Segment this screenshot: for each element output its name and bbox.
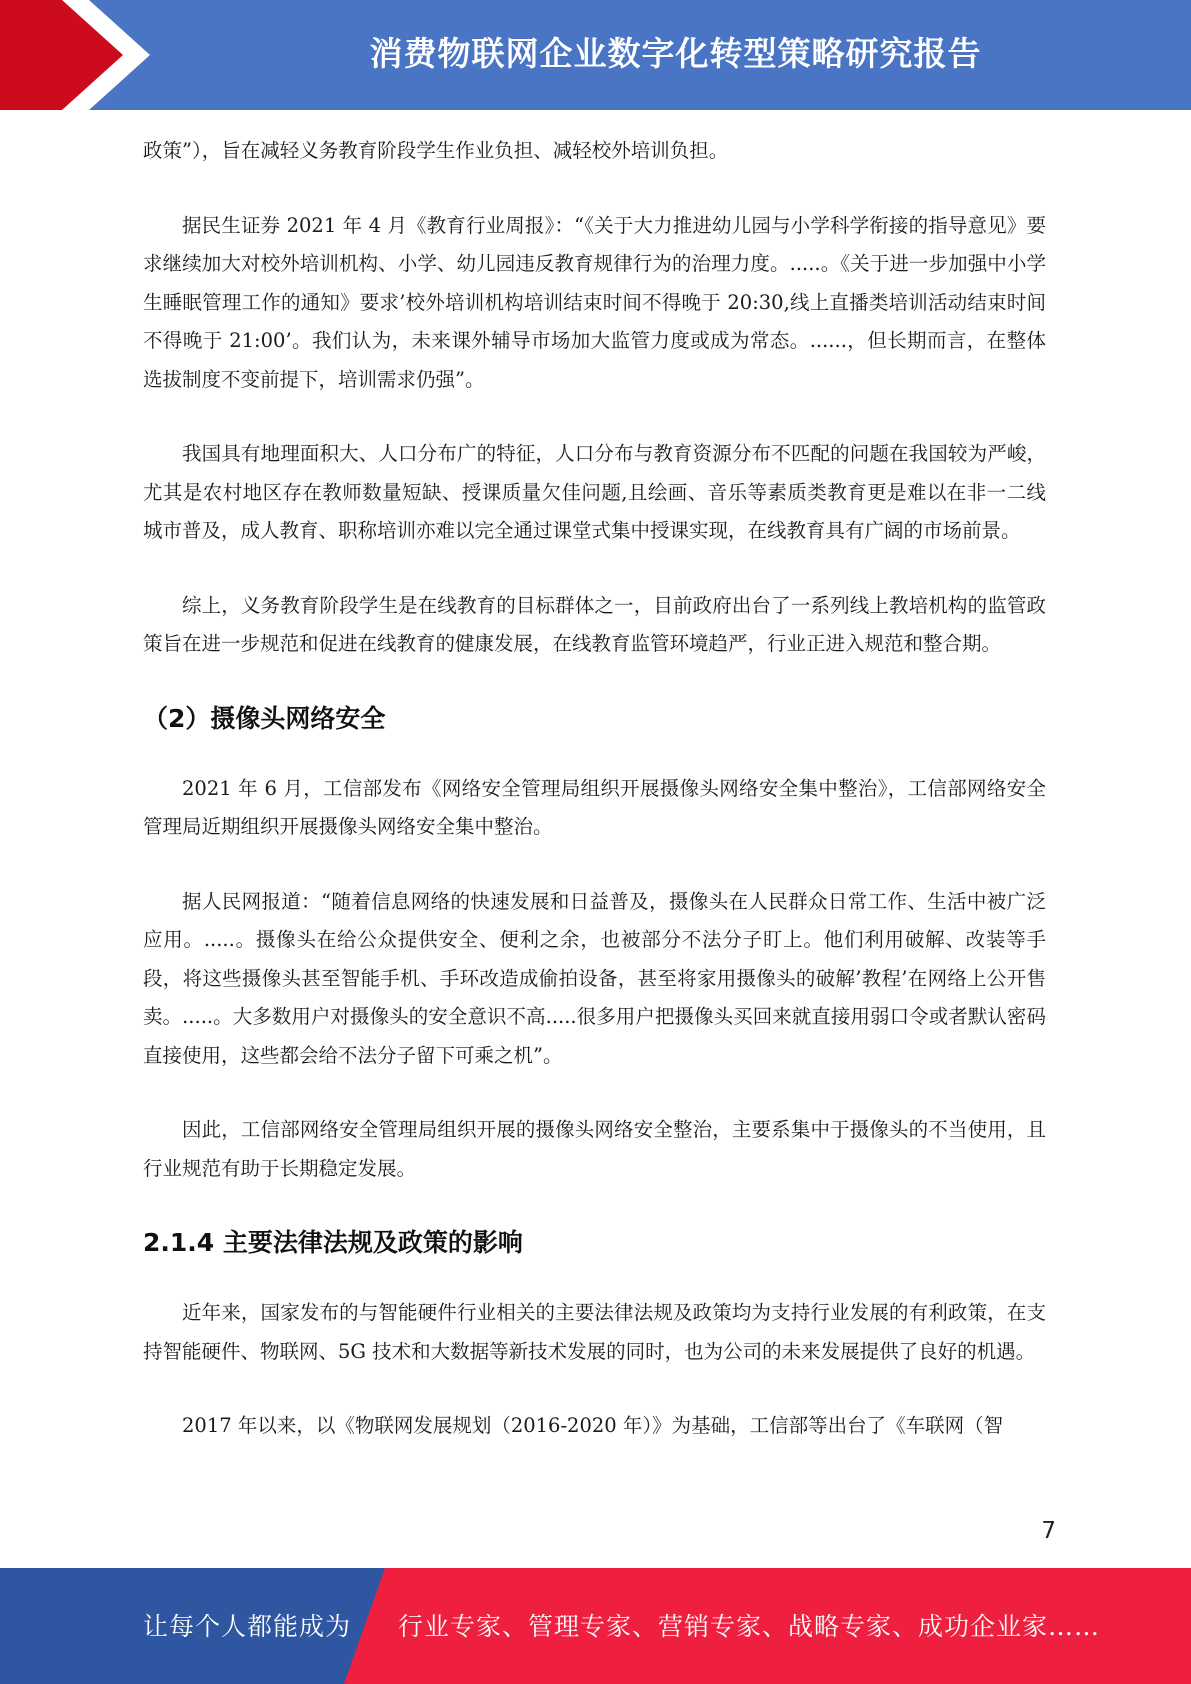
page-header [0,0,1191,110]
page-footer [0,1568,1191,1684]
section-heading-camera-security: （2）摄像头网络安全 [143,703,386,733]
paragraph-laws-overview: 近年来，国家发布的与智能硬件行业相关的主要法律法规及政策均为支持行业发展的有利政策，在支持智能硬件、物联网、5G 技术和大数据等新技术发展的同时，也为公司的未来发展提供了良好的机遇。 [143,1301,1046,1363]
header-chevron-graphic [0,0,160,110]
paragraph-peoples-daily: 据人民网报道：“随着信息网络的快速发展和日益普及，摄像头在人民群众日常工作、生活中被广泛应用。.....。摄像头在给公众提供安全、便利之余，也被部分不法分子盯上。他们利用破解、改装等手段，将这些摄像头甚至智能手机、手环改造成偷拍设备，甚至将家用摄像头的破解’教程’在网络上公开售卖。.....。大多数用户对摄像头的安全意识不高.....很多用户把摄像头买回来就直接用弱口令或者默认密码直接使用，这些都会给不法分子留下可乘之机”。 [143,889,1046,1067]
page-number: 7 [1041,1518,1056,1544]
report-title: 消费物联网企业数字化转型策略研究报告 [369,34,982,73]
paragraph-minsheng-report: 据民生证券 2021 年 4 月《教育行业周报》：“《关于大力推进幼儿园与小学科学衔接的指导意见》要求继续加大对校外培训机构、小学、幼儿园违反教育规律行为的治理力度。.....。《关于进一步加强中小学生睡眠管理工作的通知》要求’校外培训机构培训结束时间不得晚于 20:30,线上直播类培训活动结束时间不得晚于 21:00’。我们认为，未来课外辅导市场加大监管力度或成为常态。......，但长期而言，在整体选拔制度不变前提下，培训需求仍强”。 [143,213,1046,391]
document-body [143,132,1046,1482]
paragraph-policy-continuation: 政策”），旨在减轻义务教育阶段学生作业负担、减轻校外培训负担。 [143,139,729,162]
paragraph-camera-conclusion: 因此，工信部网络安全管理局组织开展的摄像头网络安全整治，主要系集中于摄像头的不当使用，且行业规范有助于长期稳定发展。 [143,1118,1046,1180]
footer-slogan-left: 让每个人都能成为 [143,1612,352,1641]
footer-slogan-right: 行业专家、管理专家、营销专家、战略专家、成功企业家…… [398,1612,1101,1641]
paragraph-geography: 我国具有地理面积大、人口分布广的特征，人口分布与教育资源分布不匹配的问题在我国较为严峻，尤其是农村地区存在教师数量短缺、授课质量欠佳问题,且绘画、音乐等素质类教育更是难以在非一二线城市普及，成人教育、职称培训亦难以完全通过课堂式集中授课实现，在线教育具有广阔的市场前景。 [143,442,1046,542]
paragraph-miit-camera: 2021 年 6 月，工信部发布《网络安全管理局组织开展摄像头网络安全集中整治》，工信部网络安全管理局近期组织开展摄像头网络安全集中整治。 [143,776,1046,838]
paragraph-iot-plan: 2017 年以来，以《物联网发展规划（2016-2020 年）》为基础，工信部等出台了《车联网（智 [182,1414,1004,1437]
paragraph-summary-education: 综上，义务教育阶段学生是在线教育的目标群体之一，目前政府出台了一系列线上教培机构的监管政策旨在进一步规范和促进在线教育的健康发展，在线教育监管环境趋严，行业正进入规范和整合期。 [143,593,1046,655]
section-heading-laws-policies: 2.1.4 主要法律法规及政策的影响 [143,1228,523,1257]
